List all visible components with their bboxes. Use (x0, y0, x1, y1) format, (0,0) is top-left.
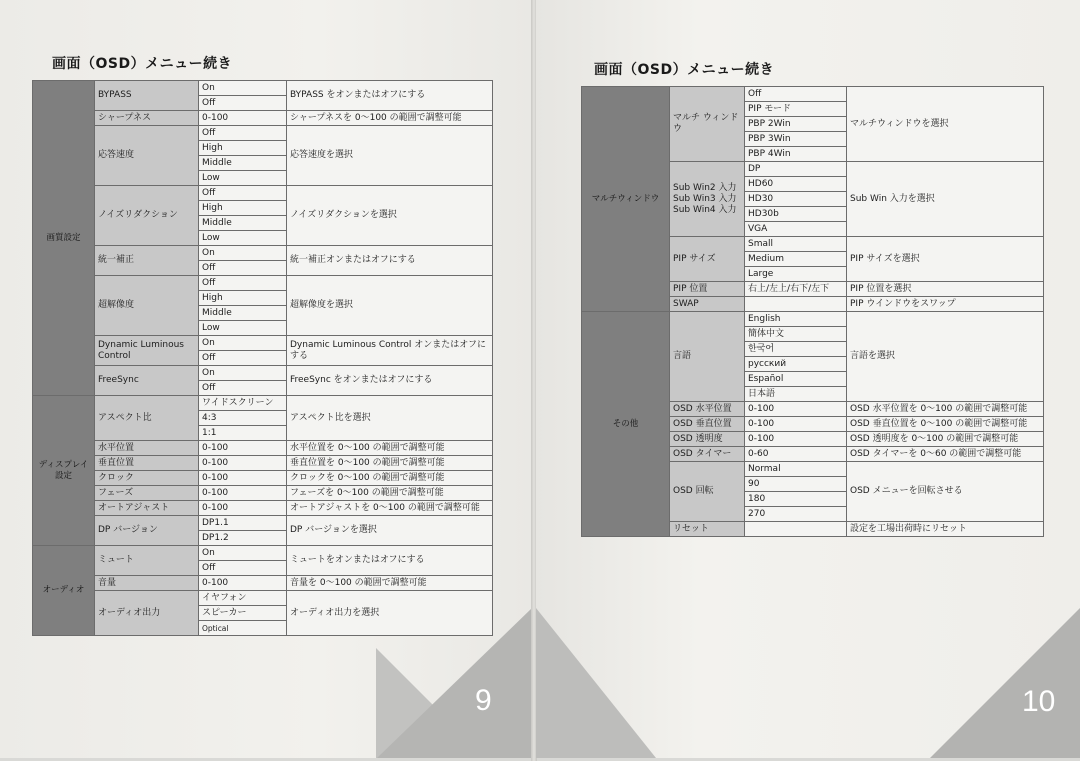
table-row (33, 81, 493, 96)
description-cell: アスペクト比を選択 (287, 396, 493, 441)
description-cell: OSD タイマーを 0～60 の範囲で調整可能 (847, 447, 1044, 462)
setting-name-cell: PIP 位置 (670, 282, 745, 297)
table-row (33, 441, 493, 456)
page-number: 10 (1022, 685, 1056, 718)
table-row (33, 396, 493, 411)
page-title: 画面（OSD）メニュー続き (52, 56, 233, 72)
description-cell: PIP ウインドウをスワップ (847, 297, 1044, 312)
option-cell: 90 (745, 477, 847, 492)
setting-name-cell: オーディオ出力 (95, 591, 199, 636)
table-row (33, 336, 493, 351)
setting-name-cell: リセット (670, 522, 745, 537)
option-cell: PBP 4Win (745, 147, 847, 162)
setting-name-cell: フェーズ (95, 486, 199, 501)
option-cell: 0-100 (745, 432, 847, 447)
description-cell: 統一補正オンまたはオフにする (287, 246, 493, 276)
option-cell: Off (199, 351, 287, 366)
option-cell: Off (199, 276, 287, 291)
setting-name-cell: OSD タイマー (670, 447, 745, 462)
setting-name-cell: FreeSync (95, 366, 199, 396)
table-row (33, 456, 493, 471)
table-row (33, 366, 493, 381)
description-cell: PIP サイズを選択 (847, 237, 1044, 282)
option-cell: Low (199, 171, 287, 186)
option-cell: On (199, 366, 287, 381)
option-cell: PIP モード (745, 102, 847, 117)
description-cell: クロックを 0～100 の範囲で調整可能 (287, 471, 493, 486)
setting-name-cell: Dynamic Luminous Control (95, 336, 199, 366)
description-cell: オーディオ出力を選択 (287, 591, 493, 636)
table-row (33, 246, 493, 261)
setting-name-cell: OSD 垂直位置 (670, 417, 745, 432)
category-cell: その他 (582, 312, 670, 537)
option-cell: Off (199, 261, 287, 276)
setting-name-cell: 水平位置 (95, 441, 199, 456)
option-cell: HD60 (745, 177, 847, 192)
option-cell: Middle (199, 216, 287, 231)
description-cell: 水平位置を 0～100 の範囲で調整可能 (287, 441, 493, 456)
description-cell: OSD 垂直位置を 0～100 の範囲で調整可能 (847, 417, 1044, 432)
setting-name-cell: OSD 水平位置 (670, 402, 745, 417)
option-cell (745, 522, 847, 537)
option-cell: ワイドスクリーン (199, 396, 287, 411)
category-cell: マルチウィンドウ (582, 87, 670, 312)
table-row (582, 87, 1044, 102)
setting-name-cell: 垂直位置 (95, 456, 199, 471)
option-cell: 0-100 (745, 402, 847, 417)
option-cell: Español (745, 372, 847, 387)
description-cell: OSD メニューを回転させる (847, 462, 1044, 522)
description-cell: Sub Win 入力を選択 (847, 162, 1044, 237)
option-cell: High (199, 291, 287, 306)
description-cell: ミュートをオンまたはオフにする (287, 546, 493, 576)
setting-name-cell: 超解像度 (95, 276, 199, 336)
option-cell: Small (745, 237, 847, 252)
setting-name-cell: 音量 (95, 576, 199, 591)
setting-name-cell: ミュート (95, 546, 199, 576)
table-row (33, 111, 493, 126)
setting-name-cell: アスペクト比 (95, 396, 199, 441)
table-row (33, 516, 493, 531)
option-cell: Off (199, 381, 287, 396)
setting-name-cell: 統一補正 (95, 246, 199, 276)
option-cell: VGA (745, 222, 847, 237)
option-cell: 한국어 (745, 342, 847, 357)
osd-menu-table (581, 86, 1044, 537)
description-cell: 音量を 0～100 の範囲で調整可能 (287, 576, 493, 591)
option-cell: русский (745, 357, 847, 372)
option-cell: HD30 (745, 192, 847, 207)
option-cell: Low (199, 231, 287, 246)
description-cell: ノイズリダクションを選択 (287, 186, 493, 246)
table-row (33, 501, 493, 516)
description-cell: PIP 位置を選択 (847, 282, 1044, 297)
option-cell: PBP 2Win (745, 117, 847, 132)
setting-name-cell: OSD 回転 (670, 462, 745, 522)
option-cell: 0-100 (745, 417, 847, 432)
option-cell: Optical (199, 621, 287, 636)
description-cell: OSD 透明度を 0～100 の範囲で調整可能 (847, 432, 1044, 447)
corner-decoration (377, 608, 532, 758)
option-cell: 0-100 (199, 471, 287, 486)
option-cell: 簡体中文 (745, 327, 847, 342)
description-cell: マルチウィンドウを選択 (847, 87, 1044, 162)
option-cell: DP (745, 162, 847, 177)
setting-name-cell: BYPASS (95, 81, 199, 111)
description-cell: DP バージョンを選択 (287, 516, 493, 546)
option-cell: 0-100 (199, 576, 287, 591)
option-cell: イヤフォン (199, 591, 287, 606)
page-left (0, 0, 532, 758)
option-cell: On (199, 336, 287, 351)
option-cell: 0-100 (199, 486, 287, 501)
table-row (33, 576, 493, 591)
setting-name-cell: Sub Win2 入力 Sub Win3 入力 Sub Win4 入力 (670, 162, 745, 237)
option-cell: DP1.2 (199, 531, 287, 546)
option-cell: On (199, 81, 287, 96)
option-cell: Middle (199, 306, 287, 321)
corner-decoration (930, 608, 1080, 758)
corner-shade (536, 608, 656, 758)
option-cell: スピーカー (199, 606, 287, 621)
table-row (33, 126, 493, 141)
table-row (33, 486, 493, 501)
setting-name-cell: オートアジャスト (95, 501, 199, 516)
option-cell: Large (745, 267, 847, 282)
category-cell: オーディオ (33, 546, 95, 636)
option-cell: Off (199, 96, 287, 111)
table-row (33, 276, 493, 291)
option-cell: Normal (745, 462, 847, 477)
setting-name-cell: 応答速度 (95, 126, 199, 186)
description-cell: 設定を工場出荷時にリセット (847, 522, 1044, 537)
setting-name-cell: シャープネス (95, 111, 199, 126)
option-cell: DP1.1 (199, 516, 287, 531)
description-cell: BYPASS をオンまたはオフにする (287, 81, 493, 111)
description-cell: FreeSync をオンまたはオフにする (287, 366, 493, 396)
option-cell: Off (199, 561, 287, 576)
setting-name-cell: OSD 透明度 (670, 432, 745, 447)
description-cell: 垂直位置を 0～100 の範囲で調整可能 (287, 456, 493, 471)
setting-name-cell: DP バージョン (95, 516, 199, 546)
option-cell: English (745, 312, 847, 327)
option-cell: PBP 3Win (745, 132, 847, 147)
option-cell: 180 (745, 492, 847, 507)
description-cell: シャープネスを 0～100 の範囲で調整可能 (287, 111, 493, 126)
option-cell: Low (199, 321, 287, 336)
option-cell: 0-100 (199, 441, 287, 456)
setting-name-cell: PIP サイズ (670, 237, 745, 282)
option-cell: 0-100 (199, 111, 287, 126)
option-cell: High (199, 201, 287, 216)
option-cell: Medium (745, 252, 847, 267)
category-cell: ディスプレイ設定 (33, 396, 95, 546)
option-cell: Off (745, 87, 847, 102)
option-cell: HD30b (745, 207, 847, 222)
option-cell: On (199, 246, 287, 261)
setting-name-cell: ノイズリダクション (95, 186, 199, 246)
option-cell: Middle (199, 156, 287, 171)
table-row (33, 591, 493, 606)
description-cell: 言語を選択 (847, 312, 1044, 402)
option-cell: 0-60 (745, 447, 847, 462)
setting-name-cell: SWAP (670, 297, 745, 312)
page-title: 画面（OSD）メニュー続き (594, 62, 775, 78)
page-number: 9 (475, 684, 492, 717)
setting-name-cell: 言語 (670, 312, 745, 402)
option-cell: Off (199, 186, 287, 201)
description-cell: Dynamic Luminous Control オンまたはオフにする (287, 336, 493, 366)
option-cell: On (199, 546, 287, 561)
table-row (33, 186, 493, 201)
description-cell: 超解像度を選択 (287, 276, 493, 336)
option-cell: 0-100 (199, 501, 287, 516)
table-row (33, 546, 493, 561)
option-cell: High (199, 141, 287, 156)
option-cell: 0-100 (199, 456, 287, 471)
option-cell: 1:1 (199, 426, 287, 441)
osd-menu-table (32, 80, 493, 636)
option-cell: 270 (745, 507, 847, 522)
table-row (33, 471, 493, 486)
option-cell: Off (199, 126, 287, 141)
table-row (582, 312, 1044, 327)
description-cell: オートアジャストを 0～100 の範囲で調整可能 (287, 501, 493, 516)
setting-name-cell: マルチ ウィンドウ (670, 87, 745, 162)
description-cell: フェーズを 0～100 の範囲で調整可能 (287, 486, 493, 501)
option-cell: 右上/左上/右下/左下 (745, 282, 847, 297)
description-cell: OSD 水平位置を 0～100 の範囲で調整可能 (847, 402, 1044, 417)
setting-name-cell: クロック (95, 471, 199, 486)
option-cell: 4:3 (199, 411, 287, 426)
option-cell (745, 297, 847, 312)
page-right (536, 0, 1080, 758)
description-cell: 応答速度を選択 (287, 126, 493, 186)
option-cell: 日本語 (745, 387, 847, 402)
category-cell: 画質設定 (33, 81, 95, 396)
